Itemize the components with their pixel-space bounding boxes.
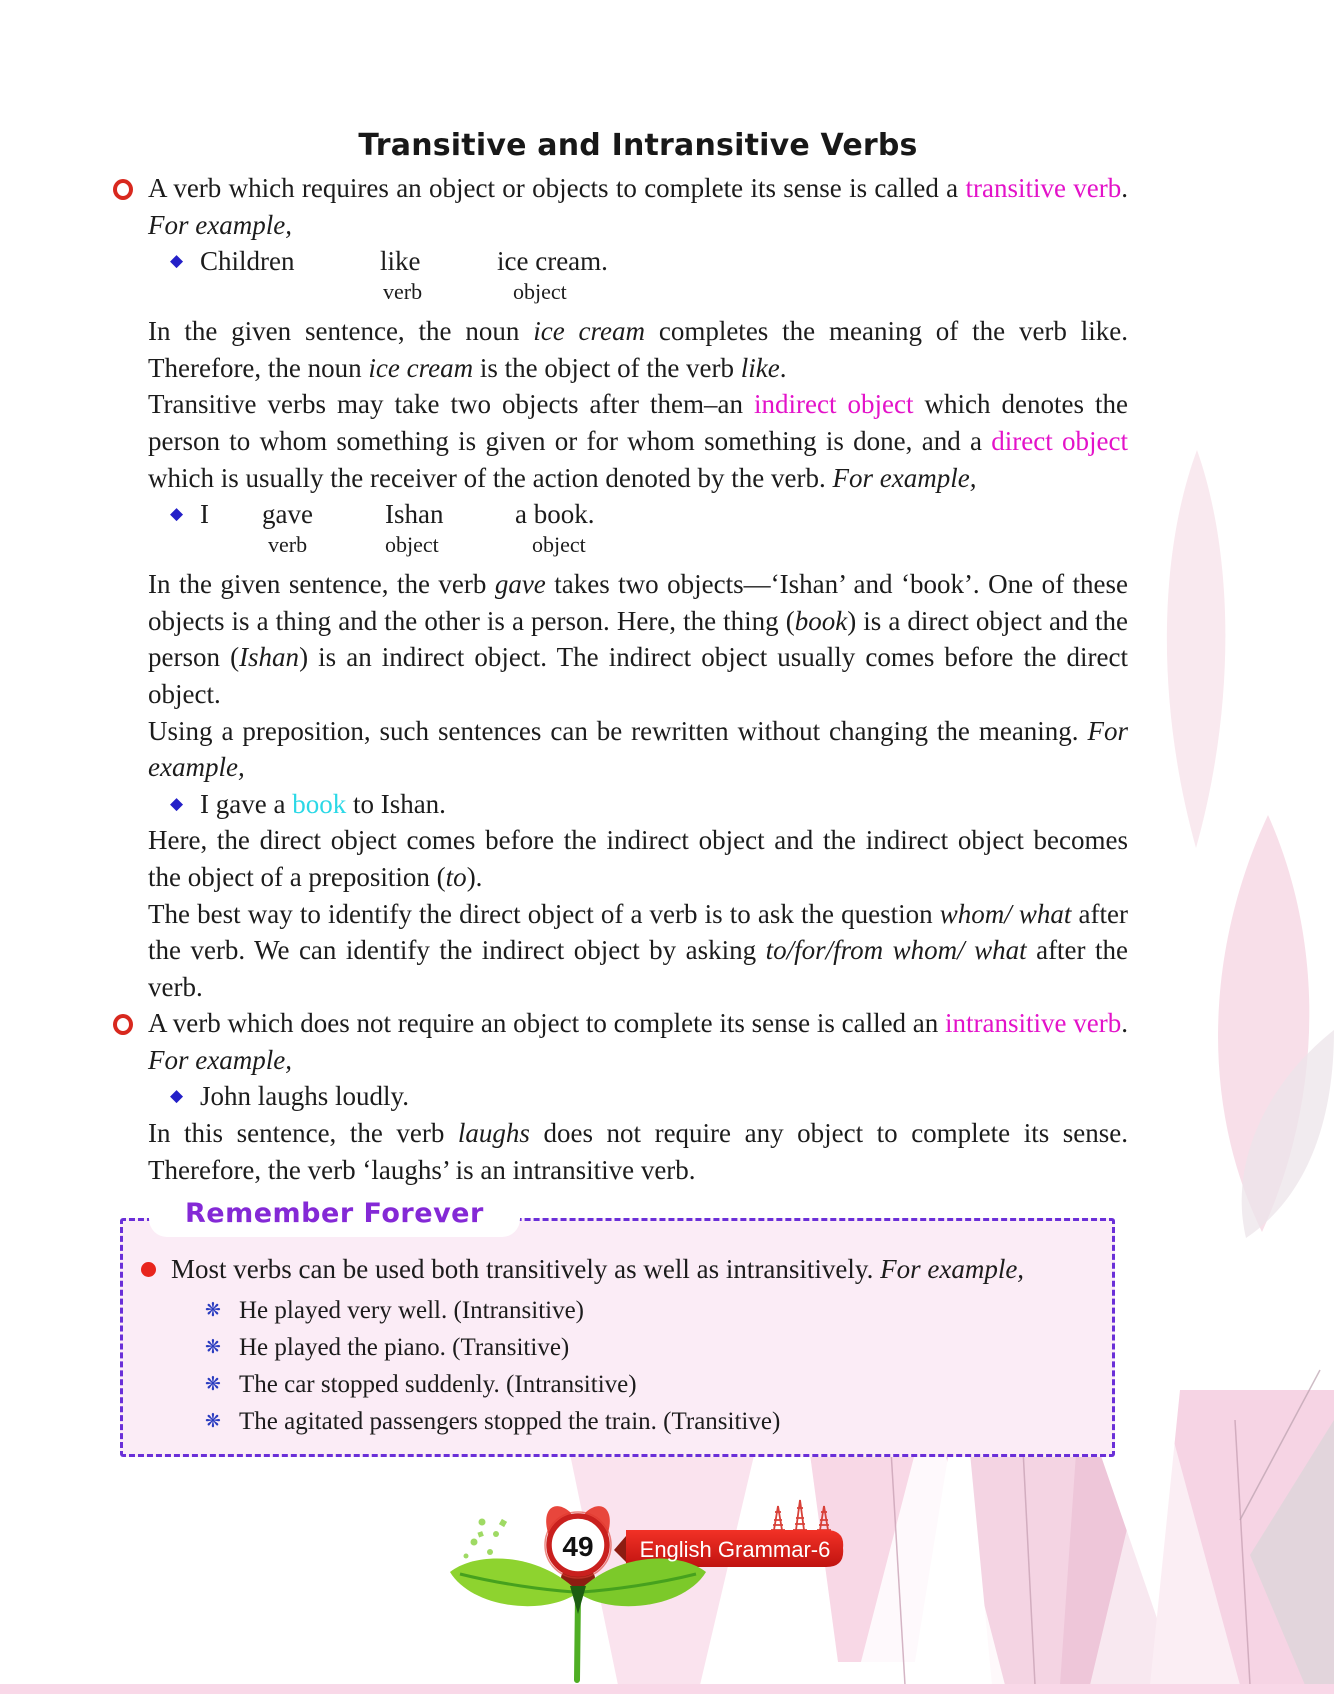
remember-forever-tab	[149, 1195, 520, 1237]
example-labels-1	[148, 279, 1128, 305]
paragraph: Using a preposition, such sentences can be rewritten without changing the meaning. For example,	[148, 715, 1128, 783]
example-word: I	[200, 499, 209, 530]
list-item	[205, 1329, 1092, 1366]
remember-forever-title: Remember Forever	[185, 1198, 484, 1230]
grammar-label: verb	[383, 279, 423, 305]
paragraph: A verb which requires an object or objects to complete its sense is called a transitive verb. For example,	[148, 173, 1128, 240]
book-title-ribbon-label: English Grammar-6	[639, 1537, 831, 1562]
remember-lead	[143, 1251, 1092, 1288]
paragraph: The best way to identify the direct object of a verb is to ask the question whom/ what after the verb. We can identify the indirect object by asking to/for/from whom/ what after the verb.	[148, 898, 1128, 1002]
example-sentence-3	[148, 786, 1128, 823]
example-word: a book.	[515, 499, 595, 530]
list-item-text: The car stopped suddenly. (Intransitive)	[239, 1370, 637, 1398]
example-text: John laughs loudly.	[200, 1081, 409, 1112]
diamond-bullet-icon: ◆	[170, 793, 184, 814]
plant-illustration	[430, 1492, 870, 1694]
example-word: gave	[262, 499, 313, 530]
paragraph: In the given sentence, the verb gave takes two objects—‘Ishan’ and ‘book’. One of these objects is a thing and the other is a person. Here, the thing (book) is a direct object and the person (Ishan) is an indirect object. The indirect object usually comes before the direct object.	[148, 569, 1128, 709]
paragraph: Here, the direct object comes before the indirect object and the indirect object becomes the object of a preposition (to).	[148, 825, 1128, 892]
bullet-point-intransitive	[148, 1005, 1128, 1078]
list-item	[205, 1403, 1092, 1440]
flower-bullet-icon: ❋	[205, 1372, 221, 1395]
example-word: like	[380, 246, 421, 277]
grammar-label: object	[385, 532, 439, 558]
page-title: Transitive and Intransitive Verbs	[358, 128, 918, 163]
confetti-decoration	[464, 1519, 508, 1559]
example-sentence-4	[148, 1078, 1128, 1115]
lesson-content	[148, 128, 1128, 1457]
bullet-point-transitive	[148, 170, 1128, 243]
list-item-text: He played very well. (Intransitive)	[239, 1296, 585, 1324]
paragraph: In this sentence, the verb laughs does not require any object to complete its sense. Therefore, the verb ‘laughs’ is an intransitive verb.	[148, 1118, 1128, 1185]
list-item	[205, 1292, 1092, 1329]
paragraph: A verb which does not require an object to complete its sense is called an intransitive verb. For example,	[148, 1008, 1128, 1075]
flower-bullet-icon: ❋	[205, 1335, 221, 1358]
example-word: Children	[200, 246, 295, 277]
circle-bullet-icon	[113, 179, 133, 200]
remember-forever-box	[120, 1198, 1115, 1457]
grammar-label: object	[513, 279, 567, 305]
paragraph: Transitive verbs may take two objects after them–an indirect object which denotes the person to whom something is given or for whom something is done, and a direct object which is usually the receiver of the action denoted by the verb. For example,	[148, 389, 1129, 493]
paragraph: In the given sentence, the noun ice cream completes the meaning of the verb like. Therefore, the noun ice cream is the object of the verb like.	[148, 316, 1128, 383]
list-item-text: The agitated passengers stopped the train. (Transitive)	[239, 1407, 781, 1435]
grammar-label: object	[532, 532, 586, 558]
tower-decoration	[771, 1500, 831, 1530]
example-sentence-1	[148, 243, 1128, 279]
diamond-bullet-icon: ◆	[170, 504, 184, 525]
flower-bullet-icon: ❋	[205, 1409, 221, 1432]
list-item-text: He played the piano. (Transitive)	[239, 1333, 570, 1361]
paragraph: Most verbs can be used both transitively as well as intransitively. For example,	[171, 1254, 1025, 1285]
diamond-bullet-icon: ◆	[170, 1086, 184, 1107]
remember-examples-list	[143, 1292, 1092, 1440]
example-word: Ishan	[385, 499, 444, 530]
red-dot-bullet-icon	[141, 1262, 156, 1277]
page-number: 49	[562, 1531, 594, 1562]
example-word: ice cream.	[497, 246, 608, 277]
flower-bullet-icon: ❋	[205, 1298, 221, 1321]
example-text: I gave a book to Ishan.	[200, 788, 446, 819]
grammar-label: verb	[268, 532, 308, 558]
list-item	[205, 1366, 1092, 1403]
diamond-bullet-icon: ◆	[170, 251, 184, 272]
ribbon-fold	[614, 1536, 626, 1562]
example-labels-2	[148, 532, 1128, 558]
example-sentence-2	[148, 496, 1128, 532]
